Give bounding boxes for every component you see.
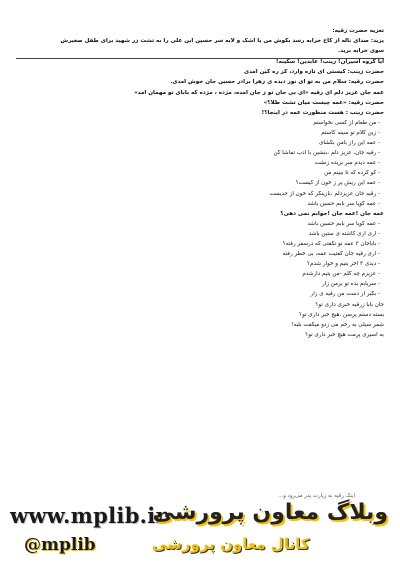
text-line: - رقیه جان، عزیز دلم ،بنشین با ادب تماشا کن [16, 150, 384, 160]
text-line: - عمه دیدم سر بریده زنشت [16, 160, 384, 170]
text-line: آیا گروه اسیران! زینب! عابدین! سکینه! [275, 59, 384, 66]
text-line: شمر سیلی به رخم می زدو میگفت بلبه! [291, 321, 384, 328]
text-line: - رقیه جان عزیزدلم ،بازینگر که خون از جدیست [16, 191, 384, 201]
text-line: - آری آری کاشته ی ستین باشد [16, 231, 384, 241]
text-line: - عزیزم چه گلم -من یتیم دارشدم [16, 271, 384, 281]
text-line: - من طعام از کسی نخواستم [16, 120, 384, 130]
text-line: جان بابا زرقیه خبری داری تو؟ [315, 301, 384, 308]
watermark-handle: @mplib [24, 535, 96, 555]
text-line: - باباجان ۳ عمه تو نگفتی که درسفر رفته؟ [16, 241, 384, 251]
text-line: - آری رقیه جان گفتیت عمه، بی خطر رفته [16, 251, 384, 261]
text-line: حضرت رقیه: «عمه چیست میان تشت طلا؟» [263, 99, 384, 106]
watermark [0, 497, 400, 565]
text-line: - عمه این راز بامن بگشای [16, 140, 384, 150]
overlay-note: اینک رقیه به زیارت پدر می‌رود و... [278, 493, 355, 499]
text-line: - سربابم بده تو برمن زار [16, 281, 384, 291]
text-line: سوی خرابه برید. [16, 48, 384, 59]
text-line: - عمه گویا سر بابم حسین باشد [16, 201, 384, 211]
text-line: حضرت زینب : هست منظورت عمه در اینجا؟! [261, 109, 384, 116]
text-line: - عمه گویا سر بابم حسین باشد [16, 221, 384, 231]
text-line: حضرت زینب: کیستی ای تازه وارد، کز ره کین آمدی [243, 69, 384, 76]
text-line: - بگیر از دست من رقیه ی زار [16, 291, 384, 301]
watermark-title: وبلاگ معاون پرورشی [152, 500, 388, 525]
text-line: تعزیه حضرت رقیه: [332, 28, 384, 34]
text-line: - کو گرده که تا ببینم من [16, 170, 384, 180]
watermark-channel: کانال معاون پرورشی [152, 535, 310, 553]
text-line: عمه جان عزیز دلم ای رقیه «ای بی جان تو ز جان آمده، مژده ، مژده که بابای تو مهمان آمد» [134, 89, 384, 96]
text-line: به اسیری پرمت هیچ خبر داری تو؟ [305, 331, 384, 338]
text-line: حضرت رقیه: سلام من به تو ای نور دیده ی زهرا برادر حسین جان خوش آمدی. [170, 79, 384, 86]
text-line: بسته دستم پرسن ،هیچ خبر داری تو؟ [299, 311, 384, 318]
text-line: - زین کلام تو سینه کاستم [16, 130, 384, 140]
text-line: عمه جان !عمه جان !جوابم نمی دهی؟ [280, 210, 384, 217]
text-line: - عمه این ریش پر ز خون از کیست؟ [16, 180, 384, 190]
watermark-url: www.mplib.ir [10, 503, 167, 528]
text-line: یزید: صدای ناله از کاخ خرابه رسد بگوش من یا اشک و لابه سر حسین ابن علی را به تشت زر شهید برای طفل صغیرش [60, 38, 384, 45]
document-body [16, 28, 384, 342]
text-line: - دیدی ۳ آخر بتیم و خوار شدم؟ [16, 261, 384, 271]
